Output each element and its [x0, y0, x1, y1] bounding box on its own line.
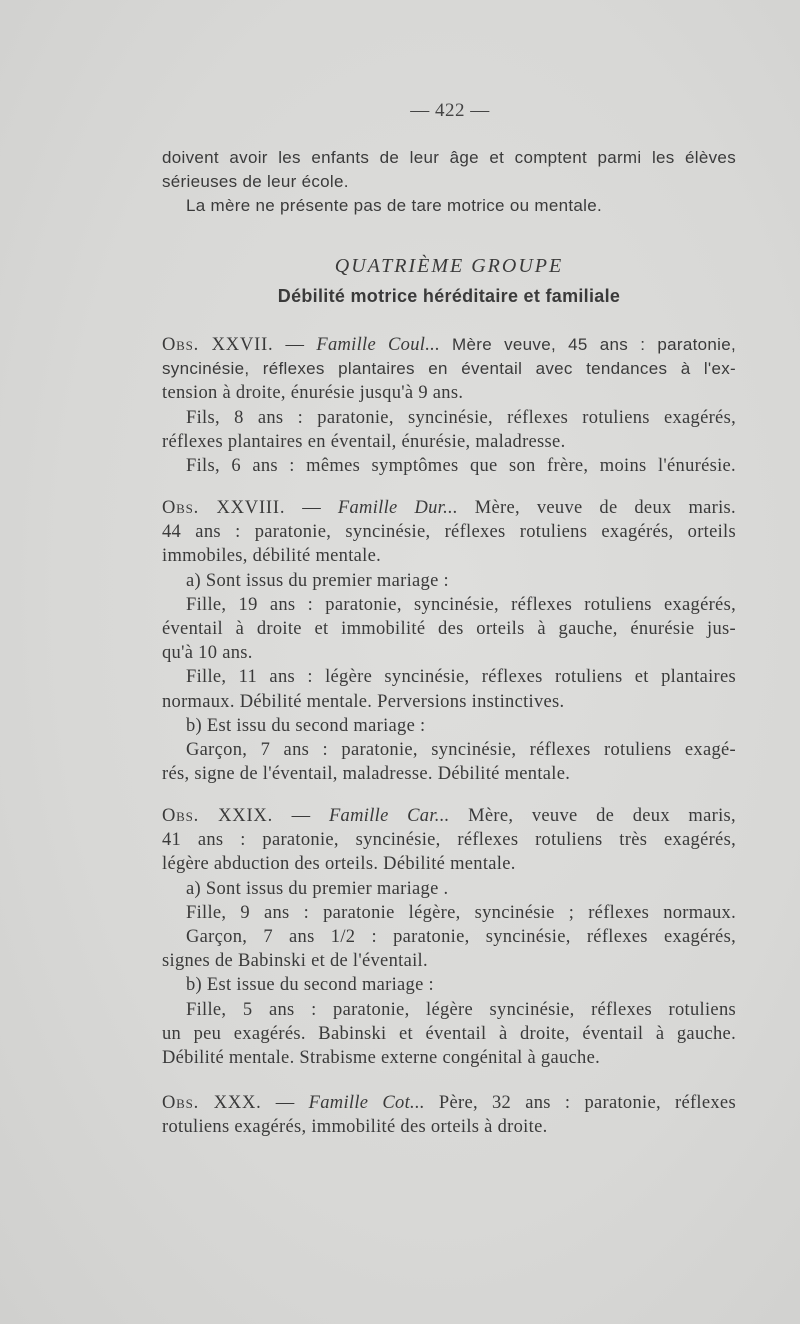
observation-xxix	[162, 804, 736, 1070]
text-line: rés, signe de l'éventail, maladresse. Débilité mentale.	[162, 764, 571, 785]
obs-family: Famille Coul...	[316, 335, 440, 355]
obs-family: Famille Cot...	[308, 1093, 425, 1113]
intro-paragraph	[162, 146, 736, 219]
text-line: Garçon, 7 ans 1/2 : paratonie, syncinésie, réflexes exagérés,	[186, 926, 736, 947]
text-line: b) Est issu du second mariage :	[186, 715, 426, 736]
text-line	[162, 804, 736, 828]
group-title: QUATRIÈME GROUPE	[334, 255, 564, 277]
text-line: Garçon, 7 ans : paratonie, syncinésie, réflexes rotuliens exagé-	[186, 739, 736, 760]
text-line: signes de Babinski et de l'éventail.	[162, 951, 428, 972]
text-fragment: Mère, veuve de deux maris.	[474, 498, 736, 518]
text-line: 44 ans : paratonie, syncinésie, réflexes rotuliens exagérés, orteils	[162, 522, 736, 543]
text-line	[162, 333, 736, 357]
obs-dash: —	[275, 1093, 295, 1113]
text-line: b) Est issue du second mariage :	[186, 975, 434, 996]
text-line: sérieuses de leur école.	[162, 172, 349, 192]
text-line	[162, 496, 736, 520]
text-line: un peu exagérés. Babinski et éventail à droite, éventail à gauche.	[162, 1023, 736, 1044]
text-line: qu'à 10 ans.	[162, 643, 253, 664]
text-line: légère abduction des orteils. Débilité mentale.	[162, 854, 516, 875]
text-line: La mère ne présente pas de tare motrice ou mentale.	[186, 196, 602, 216]
obs-dash: —	[285, 335, 305, 355]
text-line: réflexes plantaires en éventail, énurésie, maladresse.	[162, 431, 566, 452]
text-fragment: Mère, veuve de deux maris,	[468, 806, 736, 826]
page-number: — 422 —	[410, 100, 490, 121]
obs-label: Obs. XXVIII.	[162, 498, 286, 518]
text-fragment: Père, 32 ans : paratonie, réflexes	[438, 1093, 736, 1113]
text-line: Fille, 11 ans : légère syncinésie, réflexes rotuliens et plantaires	[186, 667, 736, 688]
text-line: a) Sont issus du premier mariage .	[186, 878, 449, 899]
obs-label: Obs. XXVII.	[162, 335, 274, 355]
text-line: Fille, 5 ans : paratonie, légère syncinésie, réflexes rotuliens	[186, 999, 736, 1020]
observation-xxvii	[162, 333, 736, 478]
text-line	[162, 1091, 736, 1115]
observation-xxviii	[162, 496, 736, 786]
text-fragment: Mère veuve, 45 ans : paratonie,	[452, 335, 736, 354]
text-line: Fils, 8 ans : paratonie, syncinésie, réflexes rotuliens exagérés,	[186, 407, 736, 428]
text-line: a) Sont issus du premier mariage :	[186, 570, 449, 591]
text-line: immobiles, débilité mentale.	[162, 546, 382, 567]
text-line: éventail à droite et immobilité des orteils à gauche, énurésie jus-	[162, 618, 736, 639]
text-line: rotuliens exagérés, immobilité des orteils à droite.	[162, 1117, 548, 1138]
obs-label: Obs. XXIX.	[162, 806, 274, 826]
text-line: normaux. Débilité mentale. Perversions instinctives.	[162, 691, 565, 712]
text-line: doivent avoir les enfants de leur âge et comptent parmi les élèves	[162, 148, 736, 167]
text-line: Débilité mentale. Strabisme externe congénital à gauche.	[162, 1047, 601, 1068]
obs-dash: —	[291, 806, 311, 826]
section-heading	[162, 254, 736, 308]
group-subtitle: Débilité motrice héréditaire et familiale	[277, 286, 621, 307]
text-line: Fille, 9 ans : paratonie légère, syncinésie ; réflexes normaux.	[186, 902, 736, 923]
observation-xxx	[162, 1091, 736, 1139]
obs-dash: —	[302, 498, 321, 518]
text-line: 41 ans : paratonie, syncinésie, réflexes rotuliens très exagérés,	[162, 830, 736, 851]
text-line: syncinésie, réflexes plantaires en éventail avec tendances à l'ex-	[162, 359, 736, 379]
obs-family: Famille Car...	[328, 806, 450, 826]
obs-label: Obs. XXX.	[162, 1093, 262, 1113]
obs-family: Famille Dur...	[337, 498, 458, 518]
text-line: Fils, 6 ans : mêmes symptômes que son frère, moins l'énurésie.	[186, 455, 736, 476]
text-line: tension à droite, énurésie jusqu'à 9 ans.	[162, 383, 464, 404]
text-line: Fille, 19 ans : paratonie, syncinésie, réflexes rotuliens exagérés,	[186, 594, 736, 615]
